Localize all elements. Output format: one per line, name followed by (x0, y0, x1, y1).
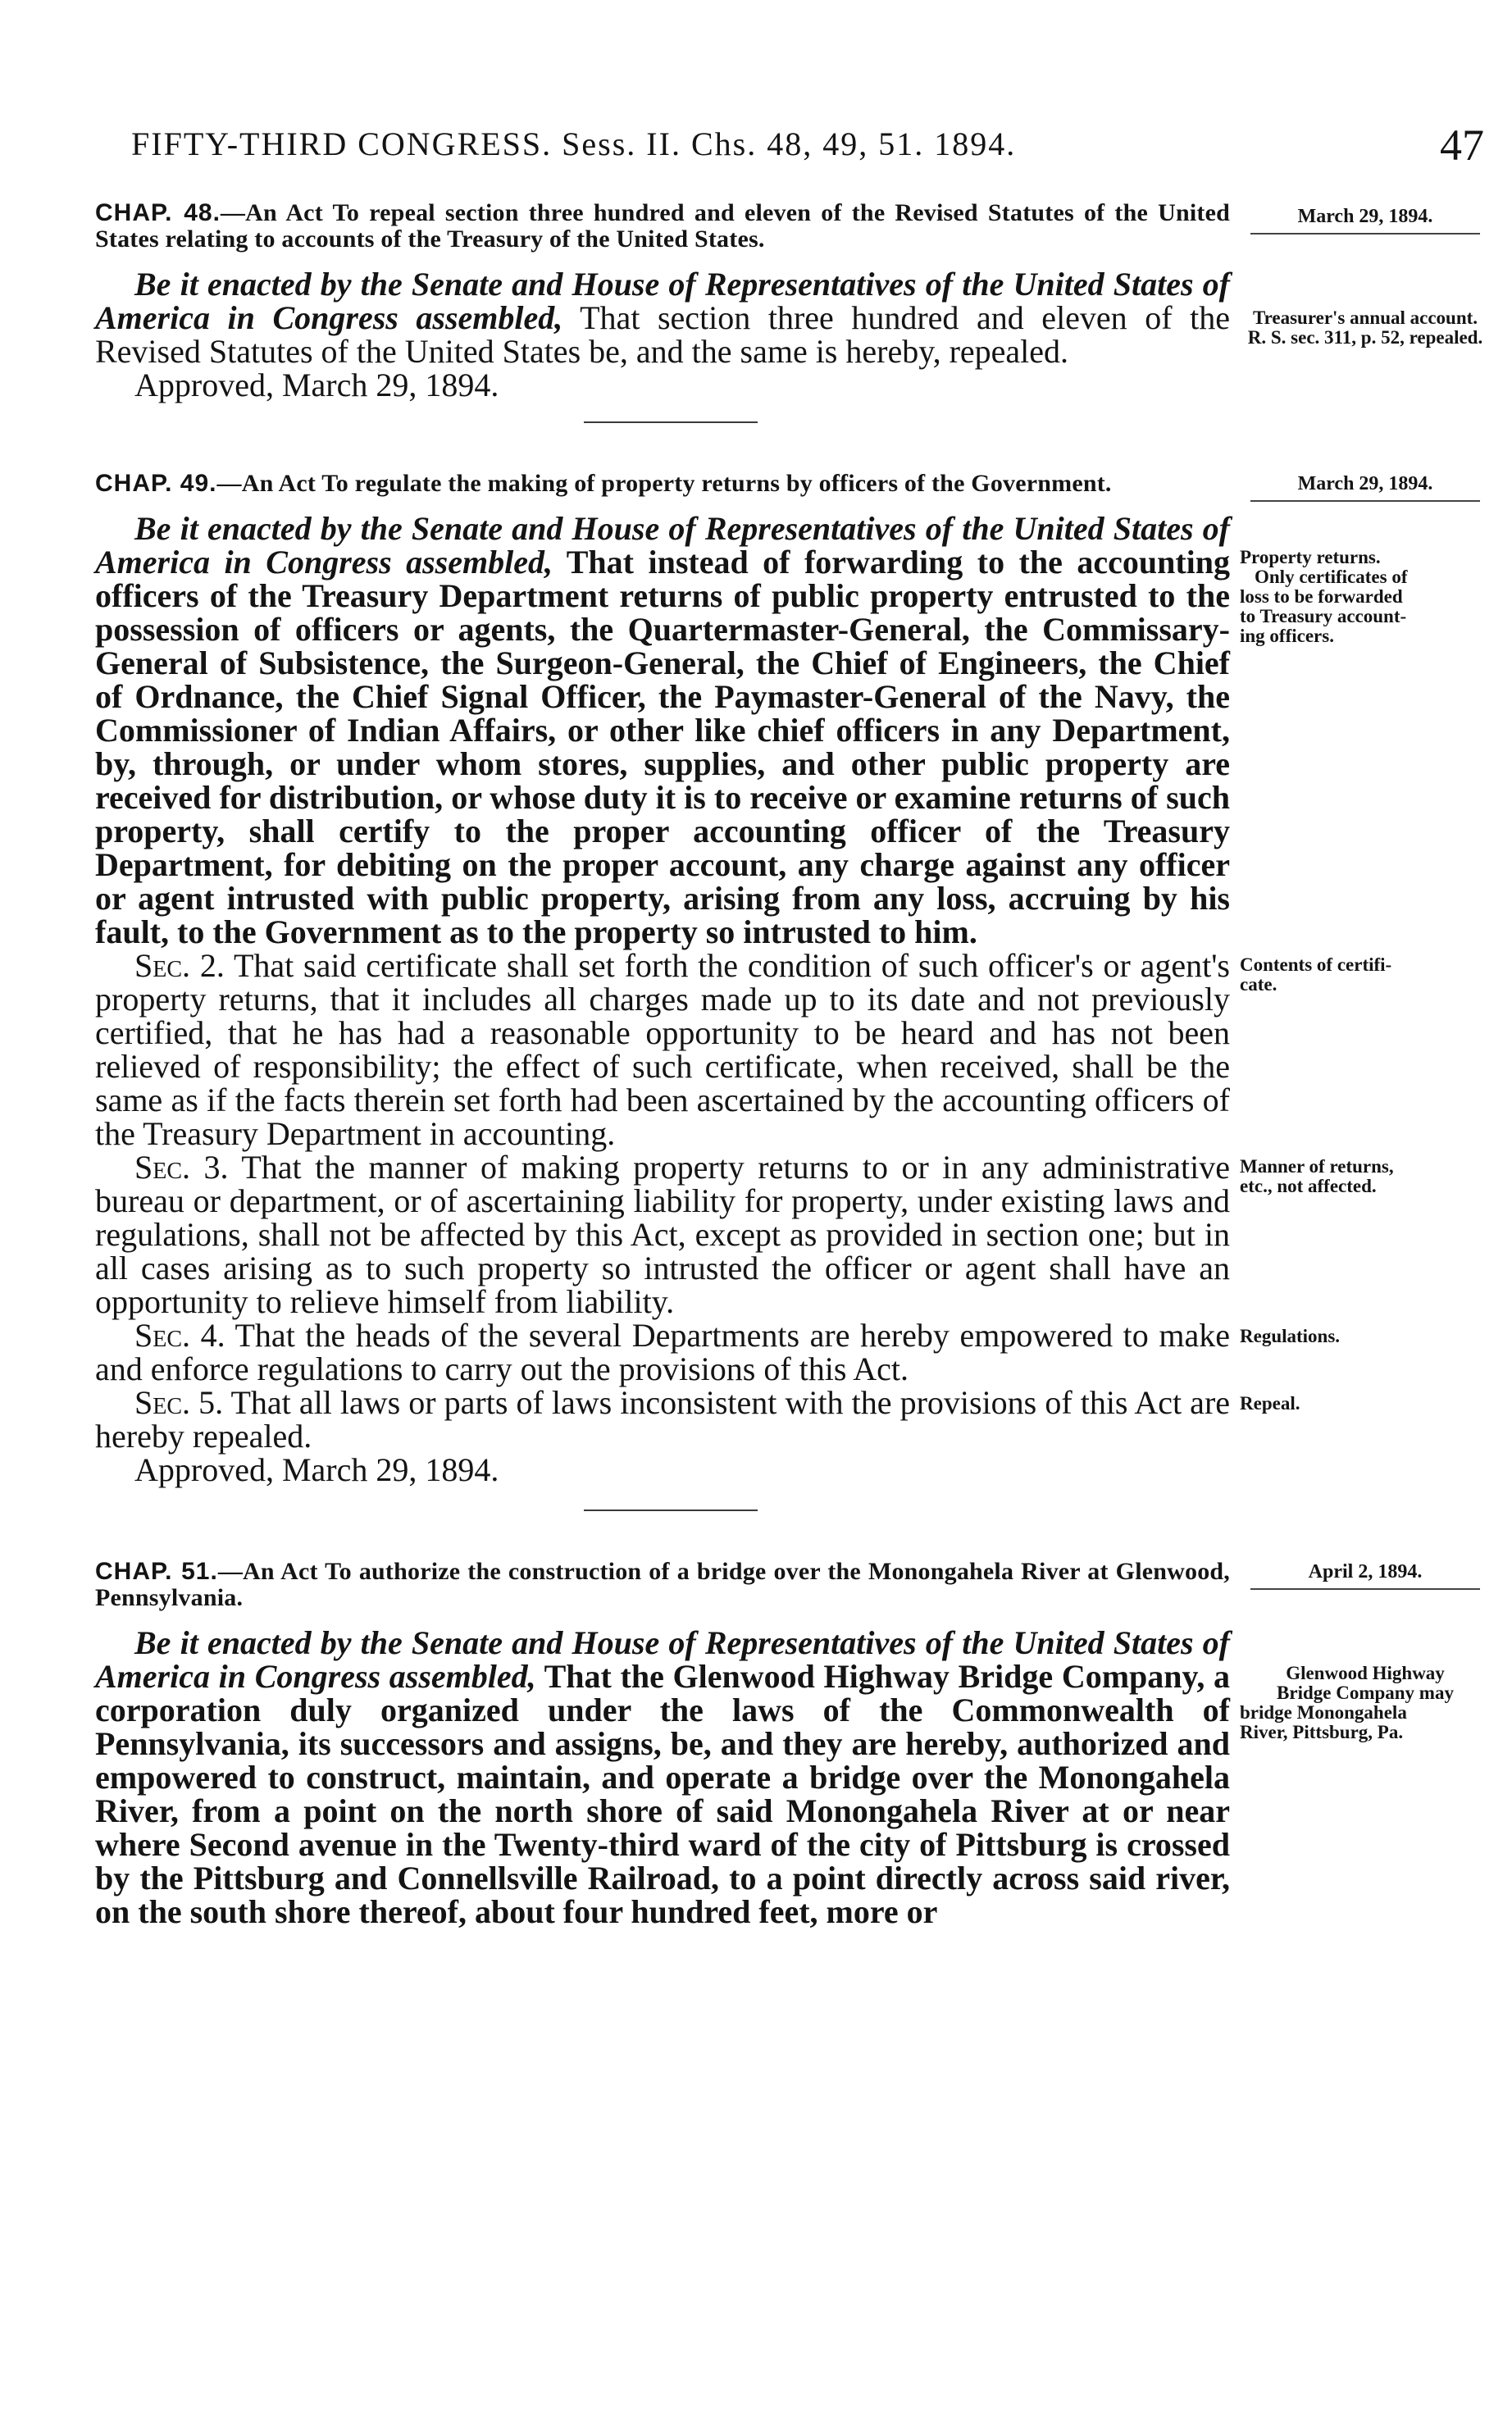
note-line: Property returns. (1240, 547, 1381, 567)
chapter-48-body (95, 267, 1230, 402)
note-line: to Treasury account- (1240, 606, 1407, 626)
approval-line: Approved, March 29, 1894. (134, 367, 499, 403)
chapter-49-body (95, 512, 1230, 1487)
enacting-clause: Be it enacted by the Senate and House of Representatives of the United States of America in Congress assembled, (95, 266, 1230, 336)
section-5-text: That all laws or parts of laws inconsistent with the provisions of this Act are hereby repealed. (95, 1384, 1231, 1455)
margin-note-regulations (1240, 1327, 1491, 1346)
enacting-clause: Be it enacted by the Senate and House of Representatives of the United States of America in Congress assembled, (95, 1624, 1230, 1695)
margin-note-property-returns (1240, 548, 1491, 646)
running-head: FIFTY-THIRD CONGRESS. Sess. II. Chs. 48, 49, 51. 1894. (131, 125, 1017, 162)
section-4-text: That the heads of the several Departments are hereby empowered to make and enforce regulations to carry out the provisions of this Act. (95, 1317, 1231, 1387)
section-2-label: Sec. 2. (134, 947, 225, 984)
note-line: ing officers. (1240, 626, 1334, 646)
note-line: R. S. sec. 311, p. 52, repealed. (1247, 327, 1483, 348)
note-line: cate. (1240, 974, 1277, 995)
section-1 (95, 512, 1230, 949)
note-line: loss to be forwarded (1240, 586, 1403, 607)
margin-note-glenwood-bridge (1240, 1664, 1491, 1742)
chapter-49 (95, 471, 1230, 1487)
chapter-49-caption (95, 471, 1230, 497)
chapter-51-body (95, 1626, 1230, 1928)
section-5-label: Sec. 5. (134, 1384, 224, 1421)
chapter-51 (95, 1559, 1230, 1928)
chapter-49-title: —An Act To regulate the making of property returns by officers of the Government. (216, 470, 1112, 497)
date-rule (1250, 500, 1480, 502)
note-line: etc., not affected. (1240, 1176, 1377, 1196)
chapter-48-title: —An Act To repeal section three hundred and eleven of the Revised Statutes of the United States relating to accounts of the Treasury of the United States. (95, 199, 1230, 253)
chapter-51-title: —An Act To authorize the construction of a bridge over the Monongahela River at Glenwood, Pennsylvania. (95, 1558, 1230, 1611)
chapter-51-margin (1240, 1559, 1491, 1742)
date-rule (1250, 1588, 1480, 1590)
chapter-49-date: March 29, 1894. (1297, 473, 1433, 494)
margin-note-treasurers-account (1240, 308, 1491, 348)
note-line: Only certificates of (1255, 567, 1408, 587)
margin-note-repeal (1240, 1394, 1491, 1414)
section-5 (95, 1386, 1230, 1453)
chapter-51-caption (95, 1559, 1230, 1611)
chapter-48-number: CHAP. 48. (95, 199, 221, 226)
section-2-text: That said certificate shall set forth the condition of such officer's or agent's property returns, that it includes all charges made up to its date and not previously certified, that he has had a reasonable opportunity to be heard and has not been relieved of responsibility; the effect of such certificate, when received, shall be the same as if the facts therein set forth had been ascertained by the accounting officers of the Treasury Department in accounting. (95, 947, 1230, 1152)
section-3 (95, 1150, 1230, 1318)
note-line: Manner of returns, (1240, 1156, 1394, 1177)
chapter-49-number: CHAP. 49. (95, 470, 217, 497)
section-text: That section three hundred and eleven of the Revised Statutes of the United States be, and the same is hereby, repealed. (95, 299, 1230, 370)
section-2 (95, 949, 1230, 1150)
main-text-column (95, 200, 1230, 1928)
note-line: Glenwood Highway (1286, 1663, 1445, 1683)
chapter-51-number: CHAP. 51. (95, 1558, 218, 1585)
note-line: Regulations. (1240, 1326, 1341, 1346)
section-1-text: That instead of forwarding to the accounting officers of the Treasury Department returns of public property entrusted to the possession of officers or agents, the Quartermaster-General, the Commissary-General of Subsistence, the Surgeon-General, the Chief of Engineers, the Chief of Ordnance, the Chief Signal Officer, the Paymaster-General of the Navy, the Commissioner of Indian Affairs, or other like chief officers in any Department, by, through, or under whom stores, supplies, and other public property are received for distribution, or whose duty it is to receive or examine returns of such property, shall certify to the proper accounting officer of the Treasury Department, for debiting on the proper account, any charge against any officer or agent intrusted with public property, arising from any loss, accruing by his fault, to the Government as to the property so intrusted to him. (95, 544, 1231, 950)
date-rule (1250, 233, 1480, 235)
note-line: Treasurer's annual account. (1252, 307, 1478, 328)
margin-notes-column (1240, 200, 1491, 1742)
chapter-divider (584, 421, 758, 423)
section-1 (95, 1626, 1230, 1928)
section-3-text: That the manner of making property returns to or in any administrative bureau or department, or of ascertaining liability for property, under existing laws and regulations, shall not be affected by this Act, except as provided in section one; but in all cases arising as to such property so intrusted the officer or agent shall have an opportunity to relieve himself from liability. (95, 1149, 1231, 1320)
chapter-49-margin (1240, 471, 1491, 1414)
margin-note-contents (1240, 955, 1491, 995)
note-line: bridge Monongahela (1240, 1702, 1407, 1723)
chapter-divider (584, 1510, 758, 1511)
running-header (131, 121, 1484, 174)
note-line: Contents of certifi- (1240, 954, 1392, 975)
section-4-label: Sec. 4. (134, 1317, 225, 1354)
enacting-clause: Be it enacted by the Senate and House of Representatives of the United States of America in Congress assembled, (95, 510, 1230, 581)
approval-line: Approved, March 29, 1894. (134, 1451, 499, 1488)
chapter-48-date: March 29, 1894. (1297, 206, 1433, 227)
margin-note-manner (1240, 1157, 1491, 1196)
chapter-48-margin (1240, 203, 1491, 348)
chapter-51-date: April 2, 1894. (1308, 1561, 1423, 1582)
section-4 (95, 1318, 1230, 1386)
note-line: Repeal. (1240, 1393, 1300, 1414)
chapter-48-caption (95, 200, 1230, 253)
page-number: 47 (1440, 121, 1484, 170)
note-line: River, Pittsburg, Pa. (1240, 1722, 1404, 1742)
note-line: Bridge Company may (1277, 1683, 1454, 1703)
chapter-48-section (95, 267, 1230, 368)
section-text: That the Glenwood Highway Bridge Company, a corporation duly organized under the laws of the Commonwealth of Pennsylvania, its successors and assigns, be, and they are hereby, authorized and empowered to construct, maintain, and operate a bridge over the Monongahela River, from a point on the north shore of said Monongahela River at or near where Second avenue in the Twenty-third ward of the city of Pittsburg is crossed by the Pittsburg and Connellsville Railroad, to a point directly across said river, on the south shore thereof, about four hundred feet, more or (95, 1658, 1230, 1930)
chapter-48 (95, 200, 1230, 402)
section-3-label: Sec. 3. (134, 1149, 229, 1186)
